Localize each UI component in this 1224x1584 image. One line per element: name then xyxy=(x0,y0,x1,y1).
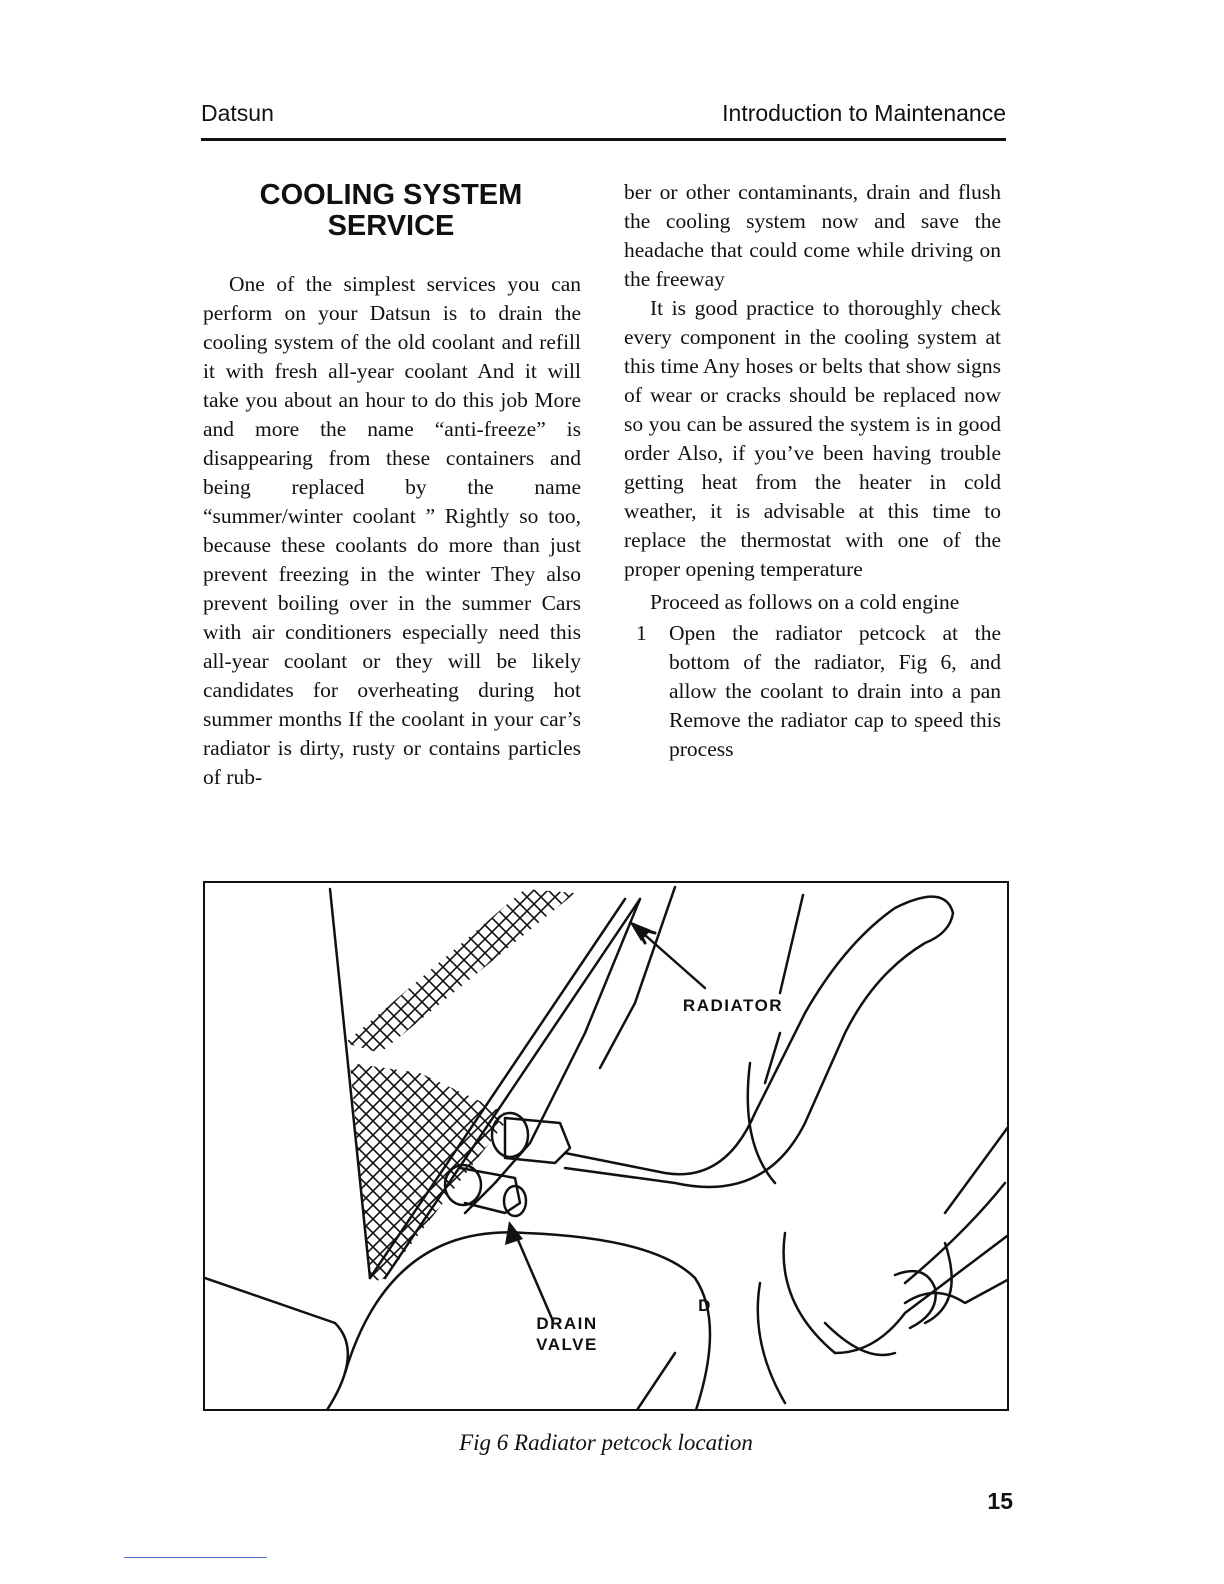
continuation-paragraph: ber or other contaminants, drain and flush the cooling system now and save the headache that could come while driving on the freeway xyxy=(624,180,1001,291)
inspection-paragraph: It is good practice to thoroughly check every component in the cooling system at this time Any hoses or belts that show signs of wear or cracks should be replaced now so you can be assured the system is in good order Also, if you’ve been having trouble getting heat from the heater in cold weather, it is advisable at this time to replace the thermostat with one of the proper opening temperature xyxy=(624,296,1001,581)
running-header-left: Datsun xyxy=(201,100,274,126)
step-item xyxy=(624,619,1001,764)
section-title-line2: SERVICE xyxy=(327,210,455,242)
bottom-divider xyxy=(124,1557,267,1558)
section-title-line1: COOLING SYSTEM xyxy=(259,179,523,211)
left-column xyxy=(203,270,581,792)
header-rule xyxy=(201,138,1006,141)
section-title xyxy=(201,180,581,242)
step-text: Open the radiator petcock at the bottom of the radiator, Fig 6, and allow the coolant to drain into a pan Remove the radiator cap to speed this process xyxy=(669,621,1001,761)
intro-paragraph: One of the simplest services you can perform on your Datsun is to drain the cooling system of the old coolant and refill it with fresh all-year coolant And it will take you about an hour to do this job More and more the name “anti-freeze” is disappearing from these containers and being replaced by the name “summer/winter coolant ” Rightly so too, because these coolants do more than just prevent freezing in the winter They also prevent boiling over in the summer Cars with air conditioners especially need this all-year coolant or they will be likely candidates for overheating during hot summer months If the coolant in your car’s radiator is dirty, rusty or contains particles of rub- xyxy=(203,272,581,789)
label-radiator: RADIATOR xyxy=(682,996,784,1015)
right-column xyxy=(624,178,1001,764)
running-header-right: Introduction to Maintenance xyxy=(722,100,1006,126)
figure-caption: Fig 6 Radiator petcock location xyxy=(459,1430,753,1455)
page-number: 15 xyxy=(987,1488,1013,1514)
figure-stray-mark: D xyxy=(698,1296,712,1315)
label-drain-valve xyxy=(517,1313,617,1355)
step-number: 1 xyxy=(636,621,647,645)
label-drain-line2: VALVE xyxy=(536,1335,598,1354)
figure-radiator-petcock xyxy=(203,881,1009,1411)
label-drain-line1: DRAIN xyxy=(536,1314,598,1333)
procedure-intro: Proceed as follows on a cold engine xyxy=(650,590,960,614)
